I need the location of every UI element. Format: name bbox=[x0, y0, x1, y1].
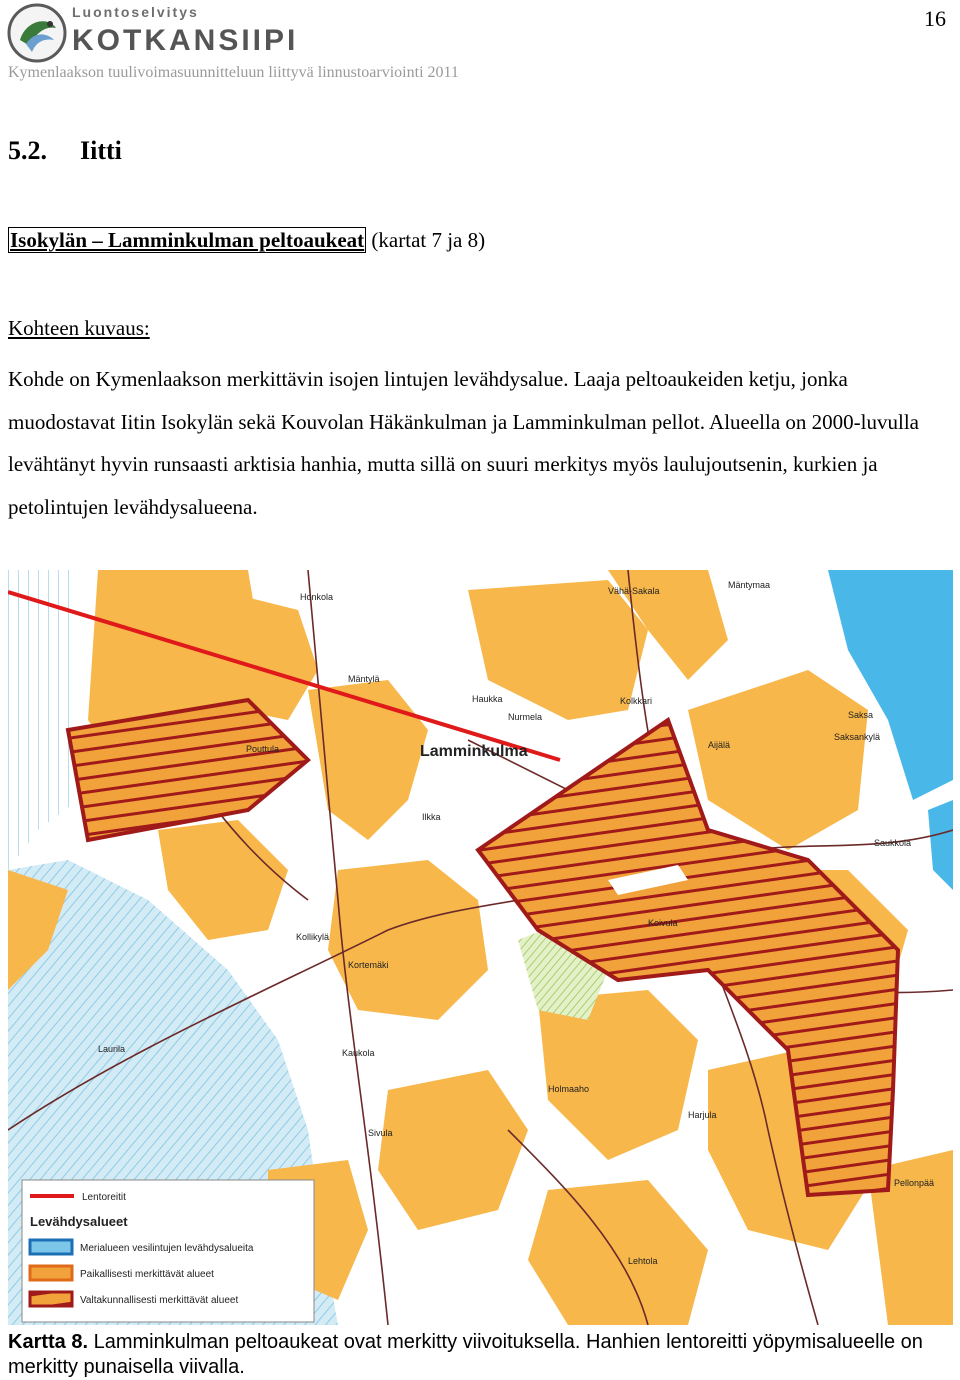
description-paragraph: Kohde on Kymenlaakson merkittävin isojen lintujen levähdysalue. Laaja peltoaukeiden ketju, jonka muodostavat Iitin Isokylän sekä Kouvolan Häkänkulman ja Lamminkulman pellot. Alueella on 2000-luvulla levähtänyt hyvin runsaasti arktisia hanhia, mutta sillä on suuri merkitys myös laulujoutsenin, kurkien ja petolintujen levähdysalueena. bbox=[8, 367, 919, 519]
bird-emblem-icon bbox=[6, 2, 68, 64]
caption-label: Kartta 8. bbox=[8, 1331, 89, 1353]
subsection-suffix: (kartat 7 ja 8) bbox=[366, 228, 486, 252]
label-nurmela: Nurmela bbox=[508, 712, 543, 722]
legend-swatch-local bbox=[30, 1266, 72, 1280]
label-harjula: Harjula bbox=[688, 1110, 717, 1120]
label-lamminkulma: Lamminkulma bbox=[420, 743, 528, 760]
section-title: Iitti bbox=[80, 136, 122, 165]
logo-line1: Luontoselvitys bbox=[72, 4, 199, 20]
legend-item-local: Paikallisesti merkittävät alueet bbox=[80, 1269, 214, 1280]
description-label: Kohteen kuvaus: bbox=[8, 316, 150, 340]
label-honkola: Honkola bbox=[300, 592, 334, 602]
label-aijala: Aijälä bbox=[708, 740, 731, 750]
label-pouttula: Pouttula bbox=[246, 744, 280, 754]
label-pellonpaa: Pellonpää bbox=[894, 1178, 935, 1188]
label-ilkka: Ilkka bbox=[422, 812, 441, 822]
map-caption bbox=[8, 1330, 948, 1380]
label-kollikyla: Kollikylä bbox=[296, 932, 330, 942]
label-koivula: Koivula bbox=[648, 918, 678, 928]
label-sivula: Sivula bbox=[368, 1128, 393, 1138]
map-svg bbox=[8, 570, 953, 1325]
label-saksankyla: Saksankylä bbox=[834, 732, 881, 742]
legend-flight-line-label: Lentoreitit bbox=[82, 1192, 126, 1203]
logo-line2: KOTKANSIIPI bbox=[72, 24, 299, 57]
label-kolkkari: Kolkkari bbox=[620, 696, 653, 706]
page-number: 16 bbox=[924, 6, 946, 31]
map-legend bbox=[22, 1180, 314, 1322]
section-number: 5.2. bbox=[8, 136, 47, 165]
label-kaukola: Kaukola bbox=[342, 1048, 375, 1058]
legend-item-national: Valtakunnallisesti merkittävät alueet bbox=[80, 1295, 239, 1306]
subsection-heading bbox=[8, 228, 485, 253]
caption-text: Lamminkulman peltoaukeat ovat merkitty viivoituksella. Hanhien lentoreitti yöpymisalueelle on merkitty punaisella viivalla. bbox=[8, 1331, 923, 1378]
label-saksa: Saksa bbox=[848, 710, 874, 720]
label-haukka: Haukka bbox=[472, 694, 503, 704]
legend-swatch-national bbox=[30, 1292, 72, 1306]
label-laurila: Laurila bbox=[98, 1044, 126, 1054]
label-mantyla: Mäntylä bbox=[348, 674, 380, 684]
label-saukkola: Saukkola bbox=[874, 838, 912, 848]
running-header: Kymenlaakson tuulivoimasuunnitteluun liittyvä linnustoarviointi 2011 bbox=[8, 64, 459, 81]
subsection-title: Isokylän – Lamminkulman peltoaukeat bbox=[10, 228, 365, 252]
label-lehtola: Lehtola bbox=[628, 1256, 658, 1266]
legend-title: Levähdysalueet bbox=[30, 1214, 128, 1229]
legend-swatch-sea bbox=[30, 1240, 72, 1254]
map-image bbox=[8, 570, 953, 1325]
label-vaha-sakala: Vähä-Sakala bbox=[608, 586, 660, 596]
legend-item-sea: Merialueen vesilintujen levähdysalueita bbox=[80, 1243, 254, 1254]
label-kortemaki: Kortemäki bbox=[348, 960, 389, 970]
kotkansiipi-logo bbox=[6, 2, 316, 64]
label-mantymaa: Mäntymaa bbox=[728, 580, 771, 590]
label-holmaaho: Holmaaho bbox=[548, 1084, 590, 1094]
